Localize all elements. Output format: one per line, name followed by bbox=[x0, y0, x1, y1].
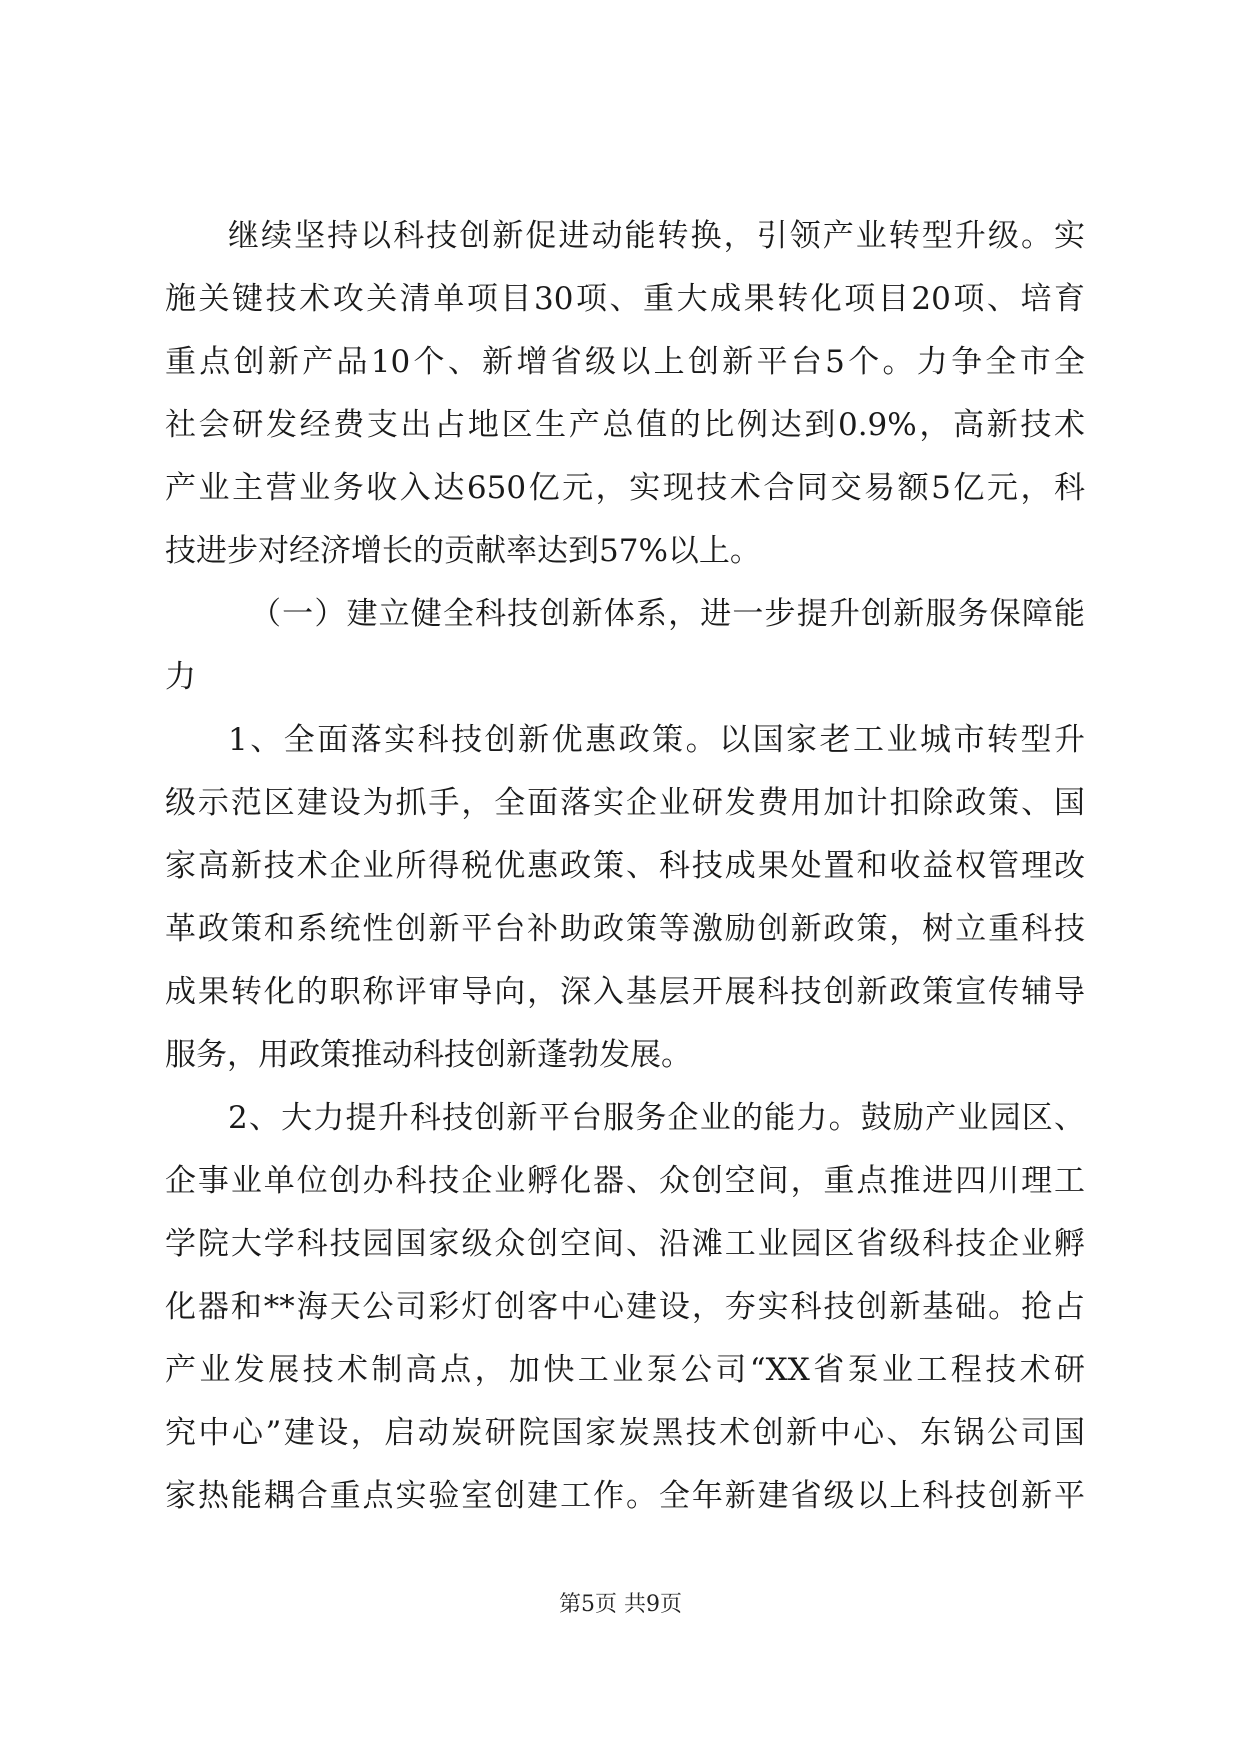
paragraph-line: 化器和**海天公司彩灯创客中心建设，夯实科技创新基础。抢占 bbox=[165, 1289, 1085, 1325]
paragraph-line: 级示范区建设为抓手，全面落实企业研发费用加计扣除政策、国 bbox=[165, 785, 1085, 821]
paragraph-line: 重点创新产品10个、新增省级以上创新平台5个。力争全市全 bbox=[165, 344, 1085, 380]
paragraph-line: 2、大力提升科技创新平台服务企业的能力。鼓励产业园区、 bbox=[228, 1100, 1085, 1136]
paragraph-line: 学院大学科技园国家级众创空间、沿滩工业园区省级科技企业孵 bbox=[165, 1226, 1085, 1262]
section-heading-line: （一）建立健全科技创新体系，进一步提升创新服务保障能 bbox=[250, 596, 1085, 632]
paragraph-line: 究中心”建设，启动炭研院国家炭黑技术创新中心、东锅公司国 bbox=[165, 1415, 1085, 1451]
paragraph-line: 成果转化的职称评审导向，深入基层开展科技创新政策宣传辅导 bbox=[165, 974, 1085, 1010]
paragraph-line: 革政策和系统性创新平台补助政策等激励创新政策，树立重科技 bbox=[165, 911, 1085, 947]
page-number-footer: 第5页 共9页 bbox=[559, 1592, 682, 1617]
paragraph-line: 1、全面落实科技创新优惠政策。以国家老工业城市转型升 bbox=[228, 722, 1085, 758]
section-heading-line: 力 bbox=[165, 659, 196, 695]
paragraph-line: 企事业单位创办科技企业孵化器、众创空间，重点推进四川理工 bbox=[165, 1163, 1085, 1199]
paragraph-line: 施关键技术攻关清单项目30项、重大成果转化项目20项、培育 bbox=[165, 281, 1085, 317]
paragraph-line: 技进步对经济增长的贡献率达到57%以上。 bbox=[165, 533, 761, 569]
paragraph-line: 继续坚持以科技创新促进动能转换，引领产业转型升级。实 bbox=[228, 218, 1085, 254]
paragraph-line: 社会研发经费支出占地区生产总值的比例达到0.9%，高新技术 bbox=[165, 407, 1085, 443]
paragraph-line: 服务，用政策推动科技创新蓬勃发展。 bbox=[165, 1037, 692, 1073]
paragraph-line: 家热能耦合重点实验室创建工作。全年新建省级以上科技创新平 bbox=[165, 1478, 1085, 1514]
paragraph-line: 家高新技术企业所得税优惠政策、科技成果处置和收益权管理改 bbox=[165, 848, 1085, 884]
paragraph-line: 产业发展技术制高点，加快工业泵公司“XX省泵业工程技术研 bbox=[165, 1352, 1085, 1388]
paragraph-line: 产业主营业务收入达650亿元，实现技术合同交易额5亿元，科 bbox=[165, 470, 1085, 506]
